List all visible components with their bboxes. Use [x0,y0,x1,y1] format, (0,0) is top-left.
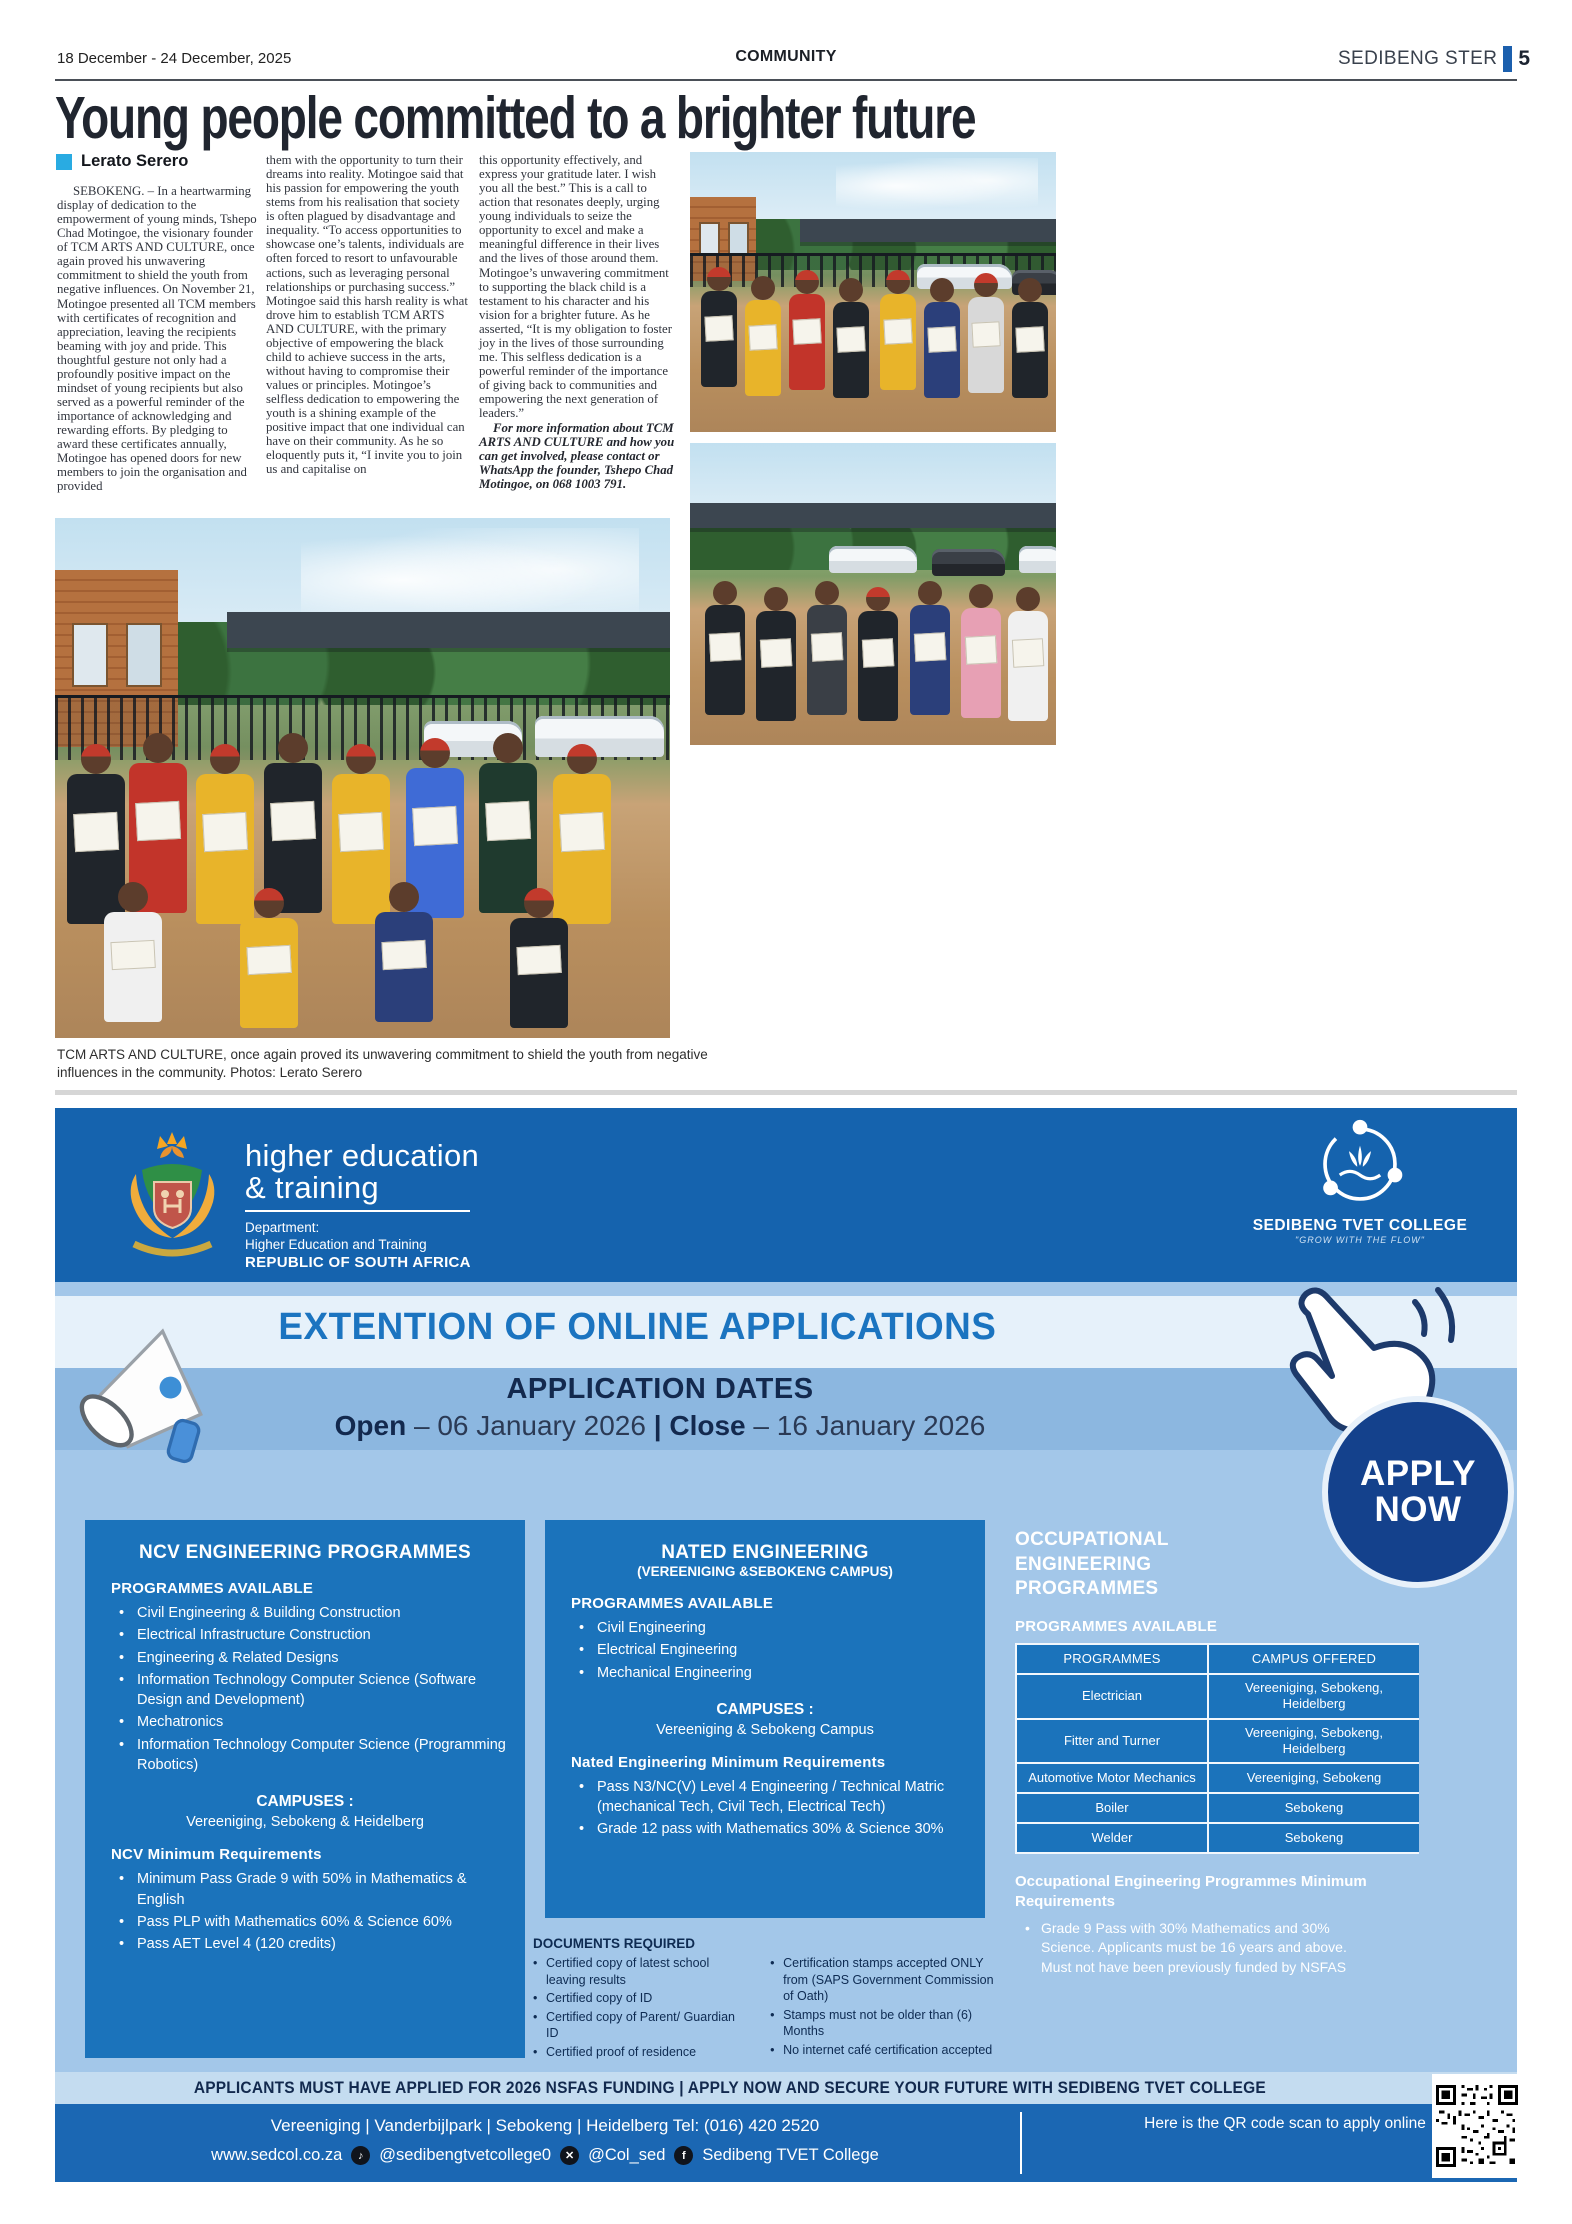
college-logo-icon [1314,1118,1406,1210]
ad-banner-title: EXTENTION OF ONLINE APPLICATIONS [278,1306,997,1348]
photo-person [701,291,737,387]
photo-person [961,608,1001,718]
list-item: • Mechatronics [115,1712,507,1732]
contact-info: For more information about TCM ARTS AND CULTURE and how you can get involved, please contact or WhatsApp the founder, Tshepo Chad Motingoe, on 068 1003 791. [479,421,675,492]
dept-logo-line2: & training [245,1169,379,1205]
open-label: Open [334,1410,407,1441]
nated-campuses-label: CAMPUSES : [716,1700,814,1718]
table-cell: Vereeniging, Sebokeng [1209,1764,1419,1792]
photo-person [240,918,298,1028]
nated-campuses: Vereeniging & Sebokeng Campus [656,1721,874,1738]
ncv-campuses: Vereeniging, Sebokeng & Heidelberg [186,1814,424,1831]
documents-required [533,1936,1003,2062]
photo-person [553,774,611,924]
list-item: • Civil Engineering & Building Construction [115,1603,507,1623]
photo-canopy [690,503,1056,527]
dept-underline [245,1210,470,1212]
article-column-2: them with the opportunity to turn their dreams into reality. Motingoe said that his passion for empowering the youth stems from his realisation that society is often plagued by disadvantage and inequality. “To access opportunities to showcase one’s talents, individuals are often forced to resort to unfavourable actions, such as leveraging personal relationships or purchasing success.” Motingoe said this harsh reality is what drove him to establish TCM ARTS AND CULTURE, with the primary objective of empowering the black child to achieve success in the arts, without having to compromise their values or principles. Motingoe’s selfless dedication to empowering the youth is a shining example of the positive impact that one individual can have on their community. As he so eloquently puts it, “I invite you to join us and capitalise on [266,153,468,477]
occupational-req-list [1015,1919,1353,1978]
table-header: CAMPUS OFFERED [1209,1645,1419,1673]
photo-caption: TCM ARTS AND CULTURE, once again proved its unwavering commitment to shield the youth from negative influences in the community. Photos: Lerato Serero [57,1047,708,1080]
photo-person [833,302,869,398]
photo-person [196,774,254,924]
dept-logo-line1: higher education [245,1138,480,1173]
list-item: • Certification stamps accepted ONLY from (SAPS Government Commission of Oath) [770,1955,1003,2005]
table-cell: Automotive Motor Mechanics [1017,1764,1207,1792]
table-cell: Sebokeng [1209,1824,1419,1852]
article-column-3-text: this opportunity effectively, and express your gratitude later. I wish you all the best.” This is a call to action that resonates deeply, urging young individuals to seize the opportunity to excel and make a meaningful difference in their lives and the lives of those around them. Motingoe’s unwavering commitment to supporting the black child is a testament to his character and his vision for a brighter future. As he asserted, “It is my obligation to foster joy in the lives of those surrounding me. This selfless dedication is a powerful reminder of the importance of giving back to communities and empowering the next generation of leaders.” [479,153,672,421]
nated-programmes-list [545,1618,985,1683]
section-title: COMMUNITY [735,48,837,65]
photo-person [880,294,916,390]
apply-now-line1: APPLY [1360,1453,1476,1493]
photo-person [910,605,950,715]
photo-person [924,302,960,398]
nated-programmes-box [545,1520,985,1918]
photo-car [932,549,1005,576]
photo-clouds [836,158,1037,214]
list-item: • Information Technology Computer Science (Programming Robotics) [115,1735,507,1776]
table-cell: Electrician [1017,1675,1207,1718]
list-item: • Grade 12 pass with Mathematics 30% & Science 30% [575,1819,967,1839]
dept-name: Higher Education and Training [245,1237,427,1253]
table-header: PROGRAMMES [1017,1645,1207,1673]
documents-title: DOCUMENTS REQUIRED [533,1936,696,1951]
page-number: 5 [1518,47,1530,70]
documents-list-right [770,1955,1003,2062]
ncv-req-title: NCV Minimum Requirements [111,1846,322,1864]
photo-person [375,912,433,1022]
photo-person [67,774,125,924]
ncv-req-list [85,1869,525,1954]
table-cell: Vereeniging, Sebokeng, Heidelberg [1209,1675,1419,1718]
application-dates-title: APPLICATION DATES [506,1373,814,1405]
photo-person [705,605,745,715]
photo-bottom-right [690,443,1056,745]
dept-label: Department: [245,1220,320,1236]
photo-person [104,912,162,1022]
nated-req-title: Nated Engineering Minimum Requirements [571,1753,886,1771]
masthead-name: SEDIBENG STER [1337,48,1498,69]
ncv-programmes-list [85,1603,525,1775]
facebook-icon: f [674,2146,693,2165]
documents-list-left [533,1955,746,2062]
table-cell: Sebokeng [1209,1794,1419,1822]
dates-pipe: | [653,1410,662,1441]
occupational-table [1015,1643,1419,1854]
x-icon: ✕ [560,2146,579,2165]
nated-req-list [545,1777,985,1840]
article-headline: Young people committed to a brighter future [55,85,976,151]
photo-car [1019,546,1056,573]
ncv-campuses-label: CAMPUSES : [256,1793,354,1811]
college-tagline: "GROW WITH THE FLOW" [1295,1235,1425,1245]
photo-person [1008,611,1048,721]
byline-author: Lerato Serero [81,152,189,170]
article-column-3 [479,153,675,492]
occupational-title: OCCUPATIONAL ENGINEERING PROGRAMMES [1015,1529,1169,1600]
photo-person [789,294,825,390]
photo-top-right [690,152,1056,432]
table-cell: Welder [1017,1824,1207,1852]
list-item: • Information Technology Computer Science (Software Design and Development) [115,1670,507,1711]
header-rule [55,79,1517,81]
list-item: • Certified copy of ID [533,1990,746,2007]
table-cell: Boiler [1017,1794,1207,1822]
photo-car [829,546,917,573]
ncv-programmes-box [85,1520,525,2058]
nated-available-title: PROGRAMMES AVAILABLE [571,1595,774,1612]
list-item: • Certified proof of residence [533,2044,746,2061]
list-item: • Electrical Infrastructure Construction [115,1625,507,1645]
list-item: • Certified copy of Parent/ Guardian ID [533,2009,746,2042]
list-item: • Pass N3/NC(V) Level 4 Engineering / Technical Matric (mechanical Tech, Civil Tech, Electrical Tech) [575,1777,967,1818]
dept-country: REPUBLIC OF SOUTH AFRICA [245,1253,471,1271]
facebook-handle[interactable]: Sedibeng TVET College [702,2146,879,2164]
list-item: • Electrical Engineering [575,1640,967,1660]
byline-square-icon [56,154,72,170]
table-cell: Vereeniging, Sebokeng, Heidelberg [1209,1720,1419,1763]
photo-person [745,300,781,396]
issue-date: 18 December - 24 December, 2025 [57,50,292,67]
nated-title: NATED ENGINEERING [661,1542,869,1563]
list-item: • Grade 9 Pass with 30% Mathematics and 30% Science. Applicants must be 16 years and above. Must not have been previously funded by NSFAS [1023,1919,1353,1978]
photo-person [858,611,898,721]
photo-person [968,297,1004,393]
photo-person [807,605,847,715]
list-item: • Pass AET Level 4 (120 credits) [115,1934,507,1954]
page-number-bar [1503,46,1512,72]
list-item: • Civil Engineering [575,1618,967,1638]
website-link[interactable]: www.sedcol.co.za [211,2146,343,2164]
coat-of-arms-icon [120,1126,225,1266]
campus-contact-line: Vereeniging | Vanderbijlpark | Sebokeng | Heidelberg Tel: (016) 420 2520 [270,2116,820,2135]
list-item: • Pass PLP with Mathematics 60% & Science 60% [115,1912,507,1932]
college-name: SEDIBENG TVET COLLEGE [1252,1217,1468,1234]
masthead [1338,46,1530,72]
photo-person [1012,302,1048,398]
x-handle[interactable]: @Col_sed [588,2146,666,2164]
list-item: • Minimum Pass Grade 9 with 50% in Mathematics & English [115,1869,507,1910]
ad-footer-band [55,2104,1517,2182]
open-value: – 06 January 2026 [413,1410,646,1441]
list-item: • No internet café certification accepted [770,2042,1003,2059]
nated-subtitle: (VEREENIGING &SEBOKENG CAMPUS) [637,1564,893,1579]
list-item: • Engineering & Related Designs [115,1648,507,1668]
photo-canopy [800,219,1056,241]
close-value: – 16 January 2026 [753,1410,986,1441]
divider-rule [55,1090,1517,1095]
byline [56,152,188,171]
photo-person [332,774,390,924]
photo-canopy [227,612,670,648]
ncv-available-title: PROGRAMMES AVAILABLE [111,1580,314,1597]
footer-divider [1020,2112,1022,2174]
application-dates-line [160,1410,1160,1442]
ncv-title: NCV ENGINEERING PROGRAMMES [139,1542,471,1563]
photo-person [510,918,568,1028]
social-line [75,2146,1015,2165]
nsfas-banner-text: APPLICANTS MUST HAVE APPLIED FOR 2026 NSFAS FUNDING | APPLY NOW AND SECURE YOUR FUTURE WITH SEDIBENG TVET COLLEGE [193,2078,1266,2097]
dept-logo-text [245,1140,479,1271]
close-label: Close [669,1410,746,1441]
photo-car [535,716,664,758]
tiktok-handle[interactable]: @sedibengtvetcollege0 [379,2146,552,2164]
occupational-req-title: Occupational Engineering Programmes Minimum Requirements [1015,1873,1367,1911]
article-column-1: SEBOKENG. – In a heartwarming display of dedication to the empowerment of young minds, Tshepo Chad Motingoe, the visionary founder of TCM ARTS AND CULTURE, once again proved his unwavering commitment to shield the youth from negative influences. On November 21, Motingoe presented all TCM members with certificates of recognition and appreciation, leaving the recipients beaming with joy and pride. This thoughtful gesture not only had a profoundly positive impact on the mindset of young recipients but also served as a powerful reminder of the importance of acknowledging and rewarding efforts. By pledging to award these certificates annually, Motingoe has opened doors for new members to join the organisation and provided [57,184,257,494]
qr-label: Here is the QR code scan to apply online [1144,2115,1426,2132]
tiktok-icon: ♪ [351,2146,370,2165]
qr-code [1432,2074,1522,2178]
photo-person [756,611,796,721]
list-item: • Stamps must not be older than (6) Months [770,2007,1003,2040]
photo-main [55,518,670,1038]
apply-now-line2: NOW [1374,1490,1462,1529]
occupational-available-title: PROGRAMMES AVAILABLE [1015,1618,1218,1636]
nsfas-banner [55,2072,1517,2104]
college-logo-block [1245,1118,1475,1245]
table-cell: Fitter and Turner [1017,1720,1207,1763]
list-item: • Mechanical Engineering [575,1663,967,1683]
occupational-programmes [1015,1528,1445,1977]
list-item: • Certified copy of latest school leaving results [533,1955,746,1988]
